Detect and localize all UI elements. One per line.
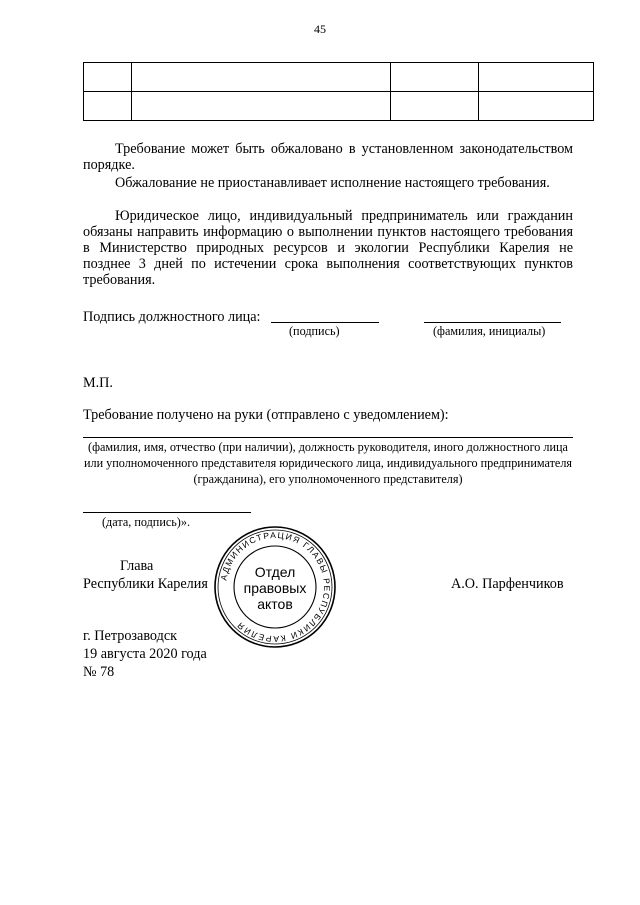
blank-table (83, 62, 594, 121)
table-row (84, 63, 594, 92)
received-hint: (фамилия, имя, отчество (при наличии), должность руководителя, иного должностного лица или уполномоченного представителя юридического лица, индивидуального предпринимателя (гражданина), его уполномоченного представителя) (83, 440, 573, 486)
stamp-ring-text: АДМИНИСТРАЦИЯ ГЛАВЫ РЕСПУБЛИКИ КАРЕЛИЯ (218, 529, 333, 645)
appeal-paragraph: Требование может быть обжаловано в установленном законодательством порядке. (83, 141, 573, 173)
seal-mark: М.П. (83, 375, 113, 391)
date-hint: (дата, подпись)». (102, 515, 191, 529)
head-republic: Республики Карелия (83, 576, 208, 592)
name-hint: (фамилия, инициалы) (433, 324, 546, 338)
footer-number: № 78 (83, 664, 115, 680)
official-stamp (213, 525, 337, 649)
signature-label: Подпись должностного лица: (83, 309, 261, 325)
received-line (83, 437, 573, 438)
stamp-line-2: правовых (243, 580, 307, 596)
received-label: Требование получено на руки (отправлено с уведомлением): (83, 407, 449, 423)
signature-hint: (подпись) (289, 324, 340, 338)
footer-city: г. Петрозаводск (83, 628, 178, 644)
name-line (424, 322, 561, 323)
signature-line (271, 322, 379, 323)
head-title: Глава (120, 558, 154, 574)
obligation-paragraph: Юридическое лицо, индивидуальный предприниматель или гражданин обязаны направить информацию о выполнении пунктов настоящего требования в Министерство природных ресурсов и экологии Республики Карелия не позднее 3 дней по истечении срока выполнения соответствующих пунктов требования. (83, 208, 573, 288)
suspension-paragraph: Обжалование не приостанавливает исполнение настоящего требования. (115, 175, 550, 191)
date-line (83, 512, 251, 513)
page-number: 45 (314, 22, 326, 36)
footer-date: 19 августа 2020 года (83, 646, 207, 662)
head-name: А.О. Парфенчиков (451, 576, 564, 592)
table-row (84, 92, 594, 121)
stamp-line-1: Отдел (254, 564, 296, 580)
stamp-line-3: актов (257, 596, 293, 612)
